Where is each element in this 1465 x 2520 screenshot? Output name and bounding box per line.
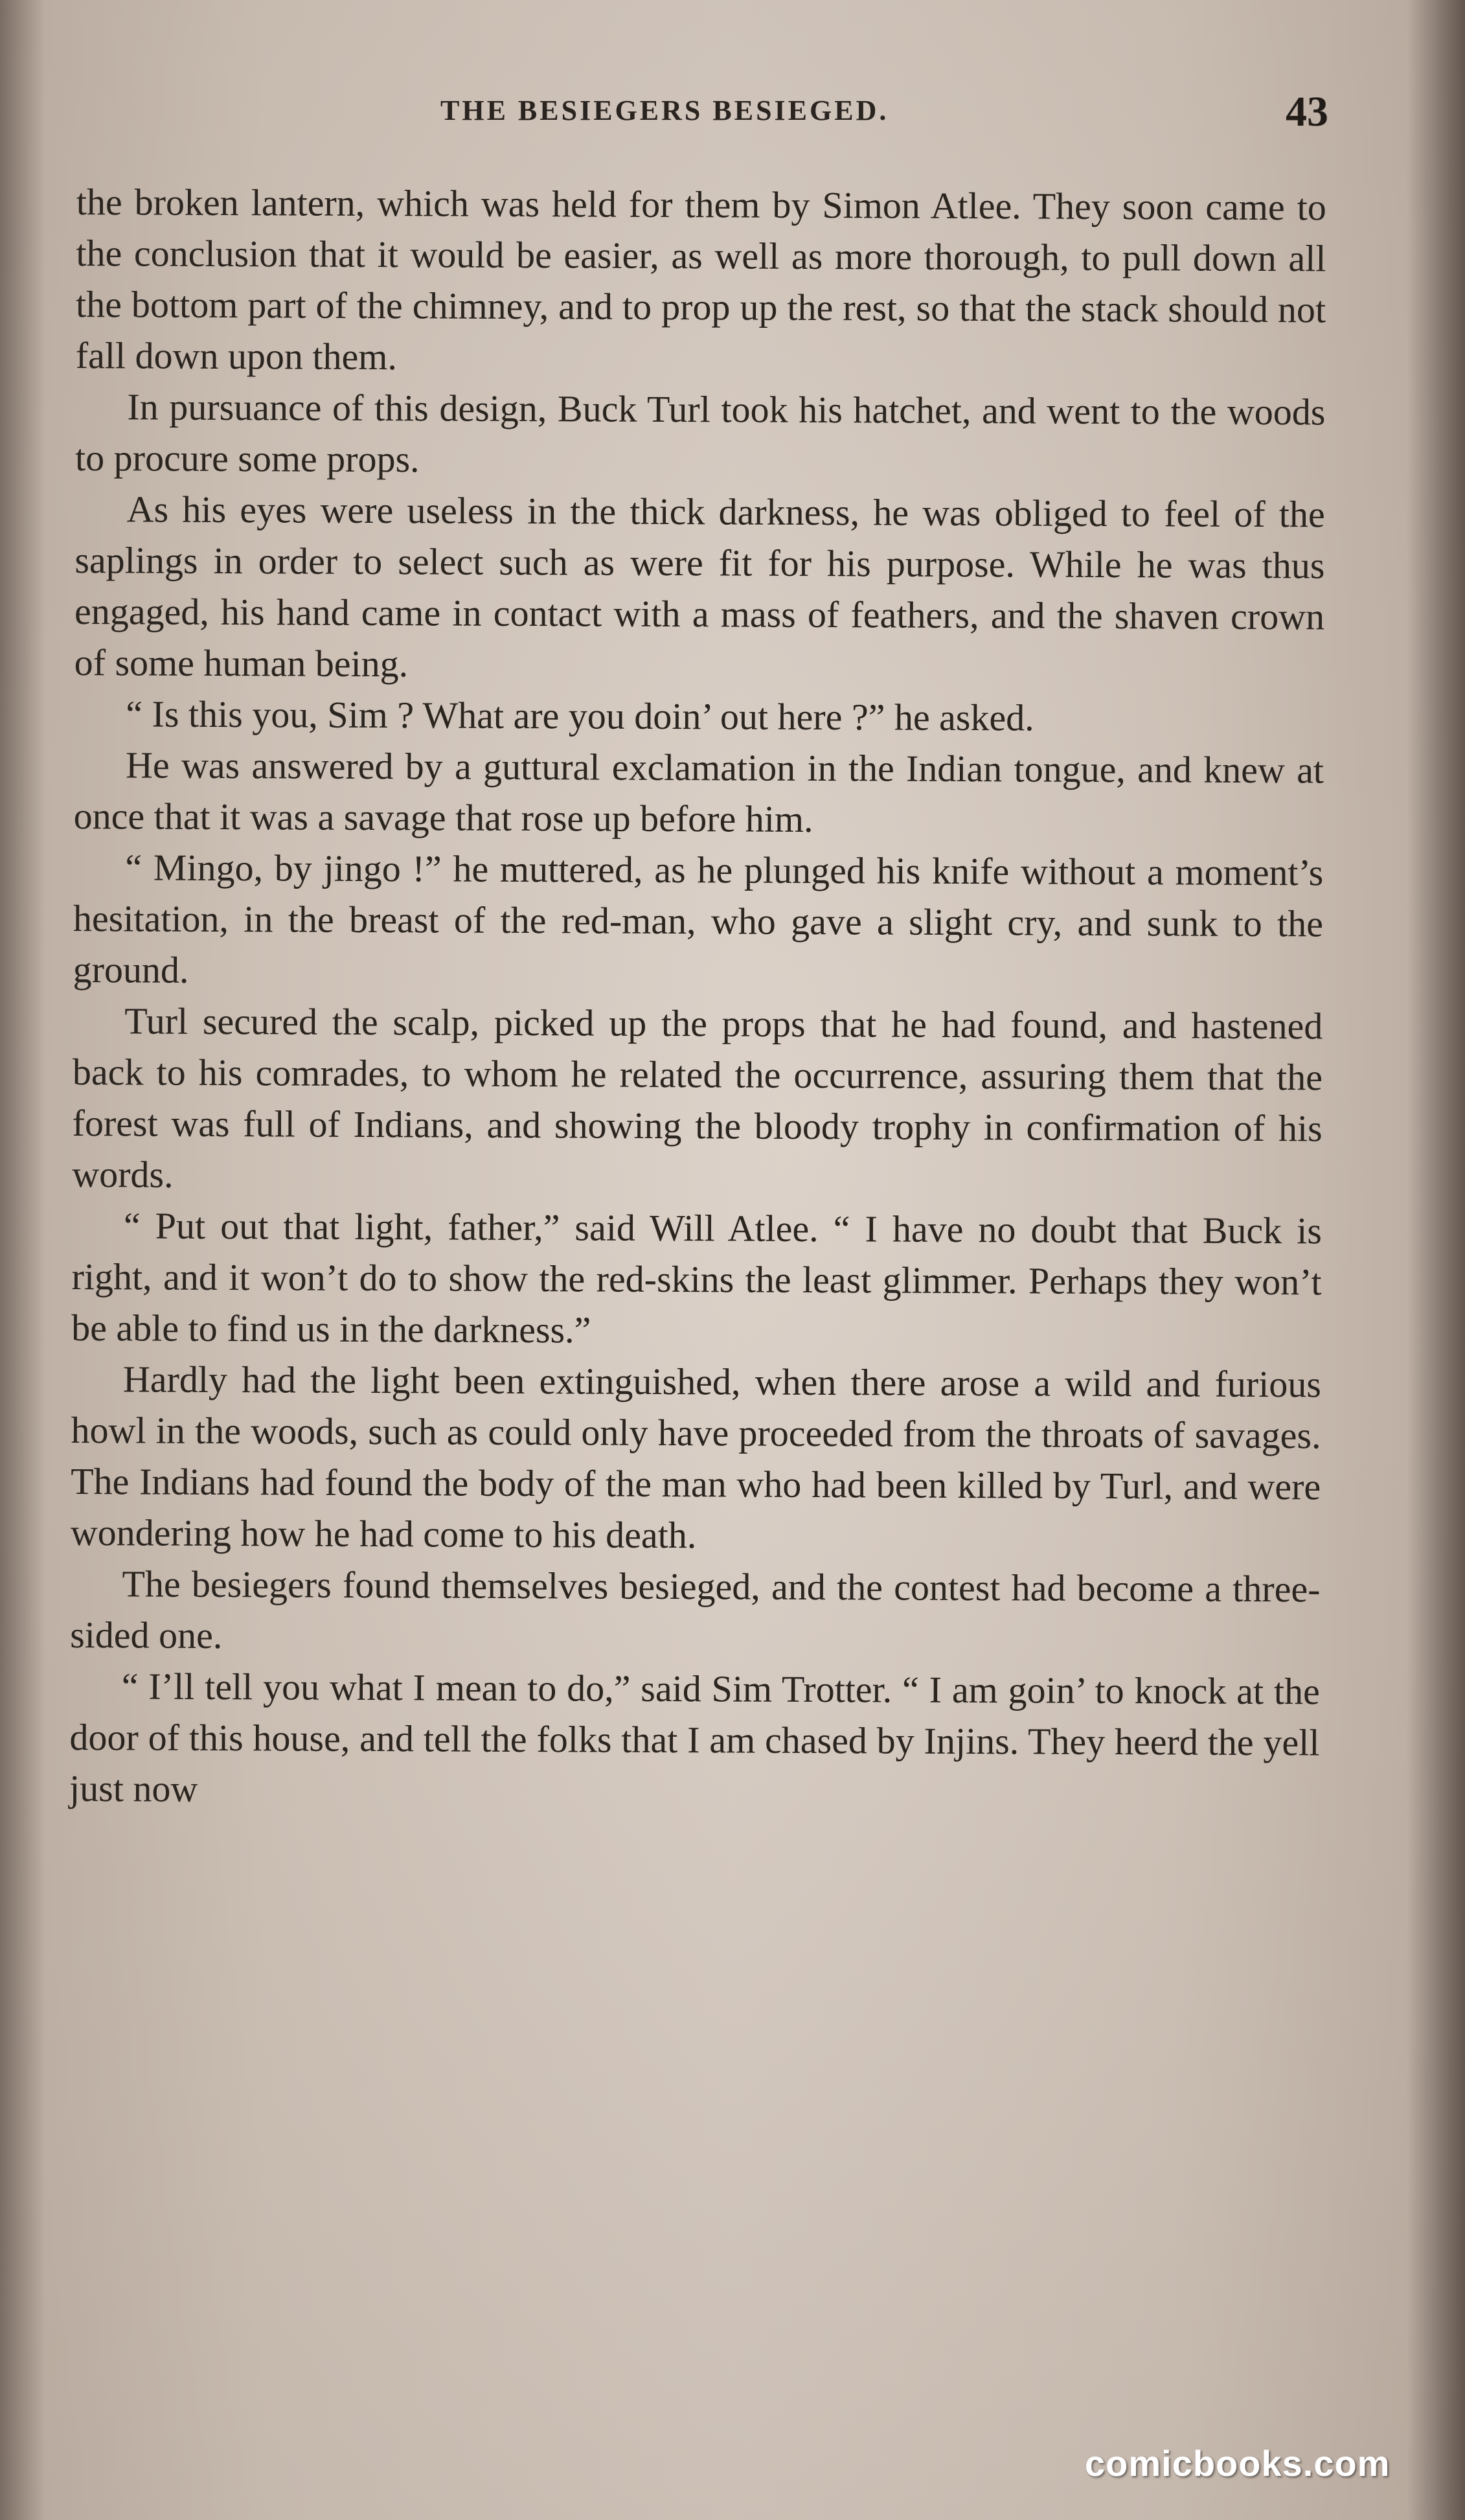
paragraph: the broken lantern, which was held for them by Simon Atlee. They soon came to the conclusion that it would be easier, as well as more thorough, to pull down all the bottom part of the chimney, and to prop up the rest, so that the stack should not fall down upon them. [75,180,1326,378]
paragraph: “ Mingo, by jingo !” he muttered, as he plunged his knife without a moment’s hesitation, in the breast of the red-man, who gave a slight cry, and sunk to the ground. [73,846,1324,991]
paragraph: The besiegers found themselves besieged, and the contest had become a three-sided one. [70,1563,1321,1657]
paragraph: In pursuance of this design, Buck Turl took his hatchet, and went to the woods to procure some props. [74,385,1326,481]
paragraph: “ Is this you, Sim ? What are you doin’ out here ?” he asked. [126,693,1034,739]
page-shadow-left [0,0,45,2520]
page-shadow-right [1407,0,1465,2520]
paragraph: He was answered by a guttural exclamation in the Indian tongue, and knew at once that it was a savage that rose up before him. [73,744,1324,840]
paragraph: Turl secured the scalp, picked up the props that he had found, and hastened back to his comrades, to whom he related the occurrence, assuring them that the forest was full of Indians, and showing the bloody trophy in confirmation of his words. [72,1000,1323,1196]
paragraph: “ I’ll tell you what I mean to do,” said Sim Trotter. “ I am goin’ to knock at the door of this house, and tell the folks that I am chased by Injins. They heerd the yell just now [69,1665,1320,1810]
watermark: comicbooks.com [1085,2443,1391,2484]
page-number: 43 [1286,88,1328,135]
running-title: THE BESIEGERS BESIEGED. [440,95,889,126]
paragraph: As his eyes were useless in the thick darkness, he was obliged to feel of the saplings in order to select such as were fit for his purpose. While he was thus engaged, his hand came in contact with a mass of feathers, and the shaven crown of some human being. [74,488,1325,685]
body-text [69,176,1326,1819]
paragraph: Hardly had the light been extinguished, when there arose a wild and furious howl in the woods, such as could only have proceeded from the throats of savages. The Indians had found the body of the man who had been killed by Turl, and were wondering how he had come to his death. [70,1358,1322,1557]
paragraph: “ Put out that light, father,” said Will Atlee. “ I have no doubt that Buck is right, and it won’t do to show the red-skins the least glimmer. Perhaps they won’t be able to find us in the darkness.” [71,1204,1323,1351]
running-head [0,87,1465,139]
